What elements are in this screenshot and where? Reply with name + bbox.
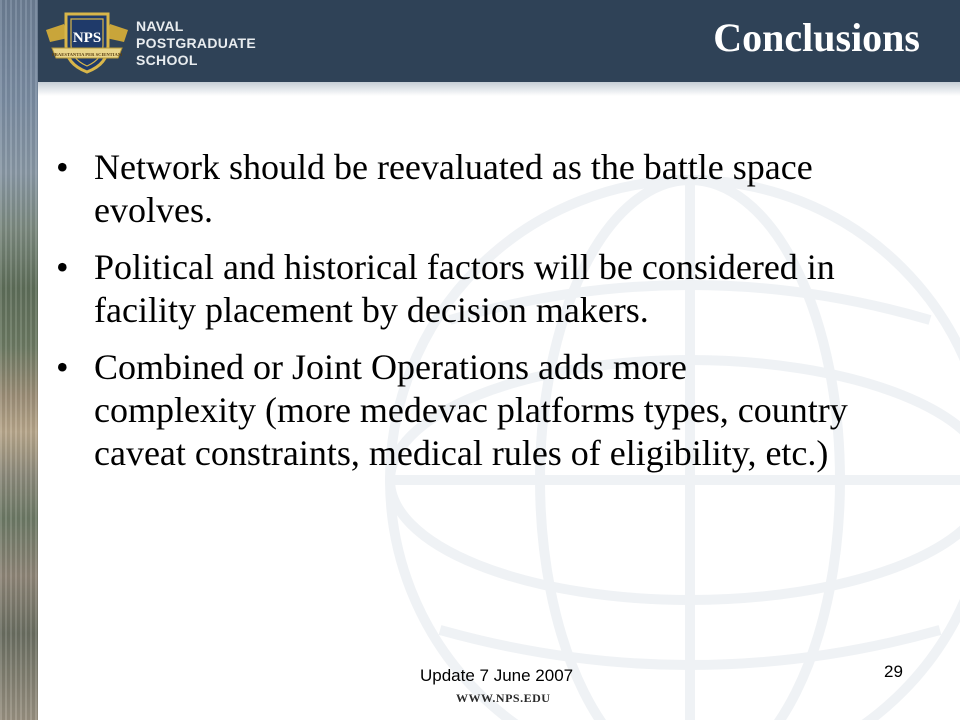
nps-ribbon-text: PRAESTANTIA PER SCIENTIAM	[51, 52, 123, 57]
bullet-marker: •	[56, 347, 69, 387]
footer-date: Update 7 June 2007	[420, 666, 574, 685]
page-number: 29	[884, 662, 903, 681]
nps-logo	[42, 8, 262, 76]
bullet-item	[56, 346, 856, 475]
bullet-marker: •	[56, 147, 69, 187]
bullet-list	[56, 146, 856, 489]
bullet-item	[56, 246, 856, 332]
bullet-item	[56, 146, 856, 232]
institution-name	[136, 18, 256, 69]
bullet-text: Political and historical factors will be considered in facility placement by decision makers.	[94, 247, 835, 330]
campus-aerial-photo	[0, 0, 38, 720]
institution-line: NAVAL	[136, 18, 184, 34]
slide-title: Conclusions	[713, 15, 920, 60]
nps-emblem-text: NPS	[72, 30, 102, 46]
footer-url: WWW.NPS.EDU	[456, 691, 551, 705]
bullet-text: Combined or Joint Operations adds more complexity (more medevac platforms types, country caveat constraints, medical rules of eligibility, etc.)	[94, 347, 848, 473]
bullet-marker: •	[56, 247, 69, 287]
bullet-text: Network should be reevaluated as the battle space evolves.	[94, 147, 813, 230]
institution-line: SCHOOL	[136, 52, 198, 68]
header-shadow	[38, 82, 960, 96]
institution-line: POSTGRADUATE	[136, 35, 257, 51]
